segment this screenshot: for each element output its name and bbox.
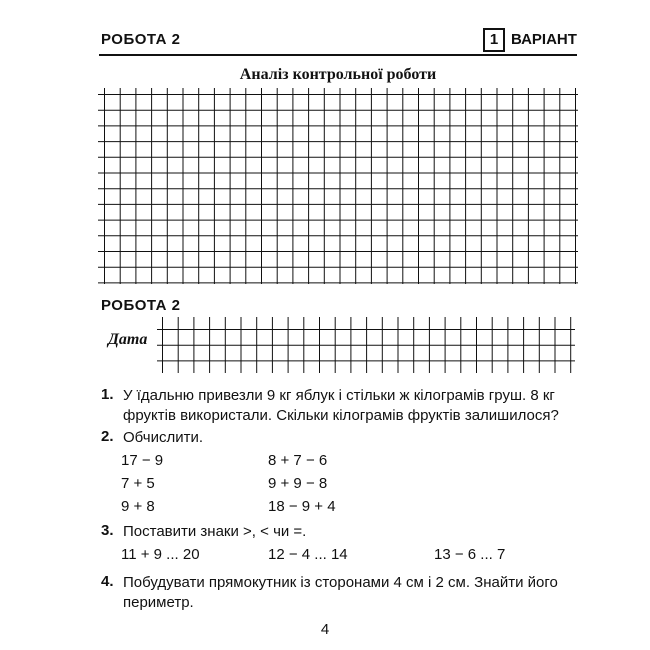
variant-label: ВАРІАНТ	[511, 31, 577, 48]
task-1-line-1: У їдальню привезли 9 кг яблук і стільки ж кілограмів груш. 8 кг	[123, 387, 555, 404]
task-1-line-2: фруктів використали. Скільки кілограмів фруктів залишилося?	[123, 407, 559, 424]
page-number: 4	[320, 621, 330, 638]
task-4-line-1: Побудувати прямокутник із сторонами 4 см і 2 см. Знайти його	[123, 574, 558, 591]
comparison-expression: 12 − 4 ... 14	[268, 546, 348, 563]
date-grid	[157, 317, 575, 373]
task-4-number: 4.	[101, 573, 114, 590]
task-2-number: 2.	[101, 428, 114, 445]
variant-number-box: 1	[483, 28, 505, 52]
task-3-text: Поставити знаки >, < чи =.	[123, 523, 307, 540]
task-3-number: 3.	[101, 522, 114, 539]
expression: 8 + 7 − 6	[268, 452, 328, 469]
expression: 9 + 9 − 8	[268, 475, 328, 492]
expression: 17 − 9	[121, 452, 164, 469]
expression: 9 + 8	[121, 498, 155, 515]
expression: 18 − 9 + 4	[268, 498, 336, 515]
work-title: РОБОТА 2	[101, 31, 181, 48]
comparison-expression: 13 − 6 ... 7	[434, 546, 506, 563]
expression: 7 + 5	[121, 475, 155, 492]
task-2-text: Обчислити.	[123, 429, 204, 446]
analysis-grid	[98, 88, 578, 284]
header-divider	[99, 54, 577, 56]
comparison-expression: 11 + 9 ... 20	[121, 546, 200, 563]
date-label: Дата	[108, 331, 148, 348]
task-4-line-2: периметр.	[123, 594, 194, 611]
section-title: РОБОТА 2	[101, 297, 181, 314]
task-1-number: 1.	[101, 386, 114, 403]
analysis-title: Аналіз контрольної роботи	[239, 66, 437, 83]
